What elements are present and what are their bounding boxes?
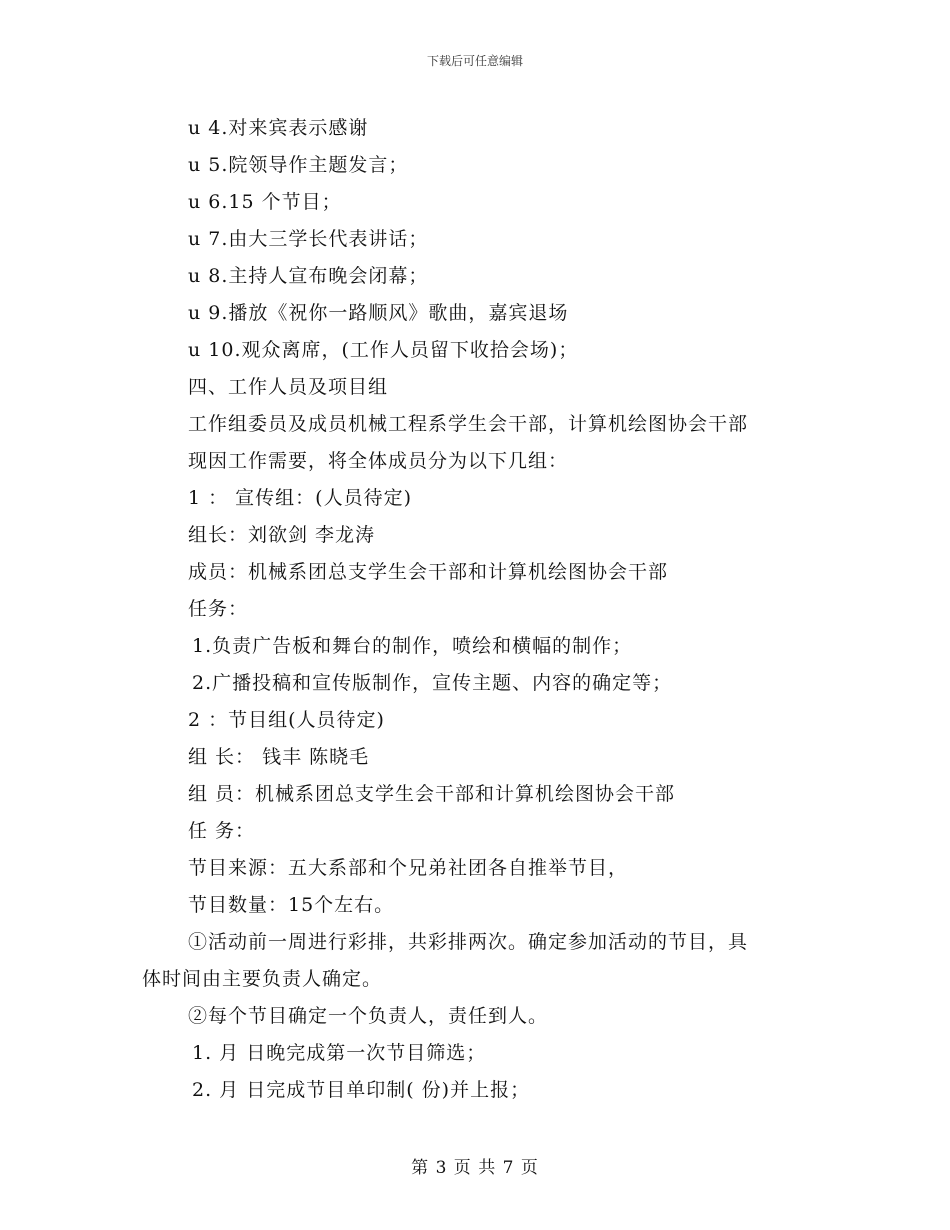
paragraph-line: 节目来源：五大系部和个兄弟社团各自推举节目， — [188, 857, 629, 879]
document-body — [142, 110, 822, 1109]
numbered-paragraph-1: ①活动前一周进行彩排，共彩排两次。确定参加活动的节目，具 — [188, 931, 749, 953]
group-leader-line: 组长：刘欲剑 李龙涛 — [188, 524, 376, 546]
agenda-item-9: u 9.播放《祝你一路顺风》歌曲，嘉宾退场 — [188, 302, 569, 324]
paragraph-continuation: 体时间由主要负责人确定。 — [142, 968, 383, 990]
paragraph-line: 节目数量：15个左右。 — [188, 894, 395, 916]
section-heading: 四、工作人员及项目组 — [188, 376, 389, 398]
agenda-item-4: u 4.对来宾表示感谢 — [188, 117, 369, 139]
agenda-item-5: u 5.院领导作主题发言； — [188, 154, 409, 176]
task-item: 2.广播投稿和宣传版制作，宣传主题、内容的确定等； — [192, 672, 673, 694]
page-header-note: 下载后可任意编辑 — [426, 54, 523, 68]
page-number: 第 3 页 共 7 页 — [411, 1158, 539, 1178]
agenda-item-6: u 6.15 个节目； — [188, 191, 342, 213]
group-heading-program: 2 ：节目组(人员待定) — [188, 709, 385, 731]
group-members-line: 组 员：机械系团总支学生会干部和计算机绘图协会干部 — [188, 783, 676, 805]
group-heading-publicity: 1 ： 宣传组：(人员待定) — [188, 487, 412, 509]
task-label: 任 务： — [188, 820, 256, 842]
agenda-item-8: u 8.主持人宣布晚会闭幕； — [188, 265, 429, 287]
agenda-item-7: u 7.由大三学长代表讲话； — [188, 228, 429, 250]
schedule-item: 1. 月 日晚完成第一次节目筛选； — [192, 1042, 487, 1064]
schedule-item: 2. 月 日完成节目单印制( 份)并上报； — [192, 1079, 531, 1101]
agenda-item-10: u 10.观众离席，(工作人员留下收拾会场)； — [188, 339, 579, 361]
group-leader-line: 组 长： 钱丰 陈晓毛 — [188, 746, 370, 768]
task-item: 1.负责广告板和舞台的制作，喷绘和横幅的制作； — [192, 635, 633, 657]
group-members-line: 成员：机械系团总支学生会干部和计算机绘图协会干部 — [188, 561, 669, 583]
numbered-paragraph-2: ②每个节目确定一个负责人，责任到人。 — [188, 1005, 549, 1027]
paragraph-line: 工作组委员及成员机械工程系学生会干部，计算机绘图协会干部 — [188, 413, 749, 435]
paragraph-line: 现因工作需要，将全体成员分为以下几组： — [188, 450, 569, 472]
task-label: 任务： — [188, 598, 249, 620]
